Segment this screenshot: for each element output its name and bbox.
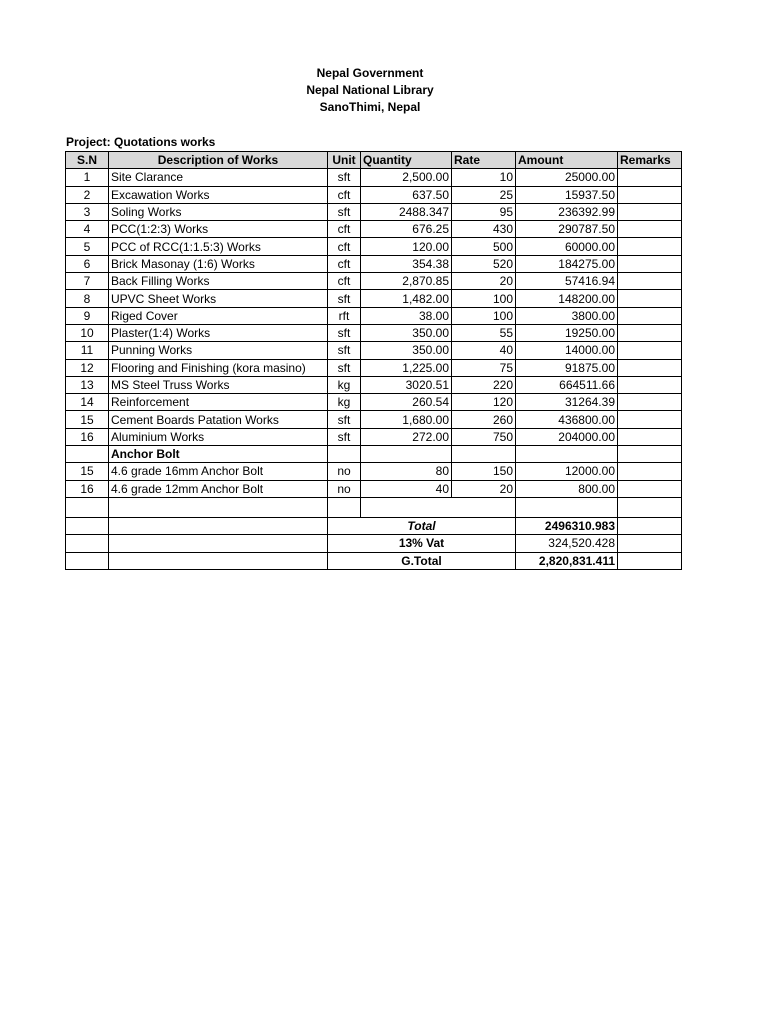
cell-sn: 16 <box>66 428 109 445</box>
cell-amount: 25000.00 <box>516 169 618 186</box>
cell-quantity: 2,870.85 <box>361 273 452 290</box>
cell-rate: 75 <box>452 359 516 376</box>
cell-quantity: 272.00 <box>361 428 452 445</box>
cell-sn: 15 <box>66 463 109 480</box>
cell-description: 4.6 grade 12mm Anchor Bolt <box>109 480 328 497</box>
project-title: Project: Quotations works <box>66 135 216 149</box>
cell-amount: 12000.00 <box>516 463 618 480</box>
column-header-quantity: Quantity <box>361 152 452 169</box>
table-row <box>66 411 682 428</box>
cell-rate: 25 <box>452 186 516 203</box>
anchor-heading-row <box>66 446 682 463</box>
cell-remarks <box>618 273 682 290</box>
cell-rate: 260 <box>452 411 516 428</box>
cell-remarks <box>618 394 682 411</box>
cell-sn: 15 <box>66 411 109 428</box>
cell-rate: 500 <box>452 238 516 255</box>
cell-description: Punning Works <box>109 342 328 359</box>
cell-rate: 20 <box>452 480 516 497</box>
cell-remarks <box>618 221 682 238</box>
cell-remarks <box>618 238 682 255</box>
cell-amount: 14000.00 <box>516 342 618 359</box>
cell-quantity: 40 <box>361 480 452 497</box>
cell-rate: 10 <box>452 169 516 186</box>
cell-remarks <box>618 411 682 428</box>
cell-unit: sft <box>328 411 361 428</box>
cell-unit: cft <box>328 238 361 255</box>
cell-sn: 11 <box>66 342 109 359</box>
cell-rate: 55 <box>452 324 516 341</box>
blank-row <box>66 497 682 517</box>
cell-unit: no <box>328 463 361 480</box>
cell-description: Cement Boards Patation Works <box>109 411 328 428</box>
cell-quantity: 354.38 <box>361 255 452 272</box>
cell-remarks <box>618 376 682 393</box>
table-row <box>66 342 682 359</box>
cell-sn: 2 <box>66 186 109 203</box>
column-header-rate: Rate <box>452 152 516 169</box>
cell-unit: no <box>328 480 361 497</box>
cell-remarks <box>618 307 682 324</box>
cell-remarks <box>618 290 682 307</box>
cell-quantity: 676.25 <box>361 221 452 238</box>
cell-unit: sft <box>328 290 361 307</box>
cell-description: UPVC Sheet Works <box>109 290 328 307</box>
cell-remarks <box>618 186 682 203</box>
cell-rate: 95 <box>452 203 516 220</box>
table-row <box>66 359 682 376</box>
cell-description: PCC(1:2:3) Works <box>109 221 328 238</box>
cell-sn: 6 <box>66 255 109 272</box>
cell-description: Excawation Works <box>109 186 328 203</box>
cell-amount: 436800.00 <box>516 411 618 428</box>
cell-rate: 520 <box>452 255 516 272</box>
cell-amount: 800.00 <box>516 480 618 497</box>
table-row <box>66 324 682 341</box>
column-header-remarks: Remarks <box>618 152 682 169</box>
header-location: SanoThimi, Nepal <box>319 100 421 114</box>
vat-label: 13% Vat <box>328 535 516 552</box>
grand-total-value: 2,820,831.411 <box>516 552 618 569</box>
column-header-unit: Unit <box>328 152 361 169</box>
cell-amount: 19250.00 <box>516 324 618 341</box>
cell-sn: 7 <box>66 273 109 290</box>
grand-total-label: G.Total <box>328 552 516 569</box>
header-library: Nepal National Library <box>306 83 434 97</box>
cell-unit: sft <box>328 169 361 186</box>
vat-row <box>66 535 682 552</box>
table-row <box>66 186 682 203</box>
cell-sn: 1 <box>66 169 109 186</box>
cell-remarks <box>618 255 682 272</box>
cell-amount: 664511.66 <box>516 376 618 393</box>
cell-rate: 750 <box>452 428 516 445</box>
cell-unit: cft <box>328 255 361 272</box>
cell-description: Reinforcement <box>109 394 328 411</box>
cell-remarks <box>618 463 682 480</box>
cell-description: Brick Masonay (1:6) Works <box>109 255 328 272</box>
cell-amount: 31264.39 <box>516 394 618 411</box>
cell-description: Plaster(1:4) Works <box>109 324 328 341</box>
cell-rate: 430 <box>452 221 516 238</box>
cell-unit: rft <box>328 307 361 324</box>
cell-amount: 57416.94 <box>516 273 618 290</box>
cell-remarks <box>618 203 682 220</box>
cell-amount: 290787.50 <box>516 221 618 238</box>
anchor-heading: Anchor Bolt <box>109 446 328 463</box>
cell-quantity: 120.00 <box>361 238 452 255</box>
cell-description: Site Clarance <box>109 169 328 186</box>
column-header-amount: Amount <box>516 152 618 169</box>
cell-description: Soling Works <box>109 203 328 220</box>
cell-rate: 120 <box>452 394 516 411</box>
cell-quantity: 1,225.00 <box>361 359 452 376</box>
cell-amount: 3800.00 <box>516 307 618 324</box>
table-row <box>66 428 682 445</box>
cell-remarks <box>618 169 682 186</box>
cell-sn: 10 <box>66 324 109 341</box>
document-header <box>0 65 740 116</box>
cell-remarks <box>618 428 682 445</box>
cell-description: Flooring and Finishing (kora masino) <box>109 359 328 376</box>
cell-quantity: 350.00 <box>361 324 452 341</box>
table-row <box>66 376 682 393</box>
cell-quantity: 260.54 <box>361 394 452 411</box>
vat-value: 324,520.428 <box>516 535 618 552</box>
column-header-description: Description of Works <box>109 152 328 169</box>
cell-rate: 150 <box>452 463 516 480</box>
table-row <box>66 394 682 411</box>
cell-unit: kg <box>328 376 361 393</box>
cell-remarks <box>618 359 682 376</box>
cell-amount: 184275.00 <box>516 255 618 272</box>
cell-sn: 14 <box>66 394 109 411</box>
cell-sn: 8 <box>66 290 109 307</box>
cell-sn: 16 <box>66 480 109 497</box>
cell-amount: 236392.99 <box>516 203 618 220</box>
cell-amount: 91875.00 <box>516 359 618 376</box>
cell-rate: 20 <box>452 273 516 290</box>
grand-total-row <box>66 552 682 569</box>
cell-quantity: 38.00 <box>361 307 452 324</box>
cell-unit: kg <box>328 394 361 411</box>
cell-unit: sft <box>328 428 361 445</box>
cell-sn: 12 <box>66 359 109 376</box>
cell-description: Back Filling Works <box>109 273 328 290</box>
cell-description: Aluminium Works <box>109 428 328 445</box>
quotation-table <box>65 151 682 570</box>
cell-remarks <box>618 480 682 497</box>
cell-description: MS Steel Truss Works <box>109 376 328 393</box>
cell-rate: 100 <box>452 307 516 324</box>
cell-sn: 13 <box>66 376 109 393</box>
cell-rate: 100 <box>452 290 516 307</box>
table-row <box>66 480 682 497</box>
total-value: 2496310.983 <box>516 517 618 534</box>
cell-unit: sft <box>328 342 361 359</box>
table-row <box>66 203 682 220</box>
cell-unit: cft <box>328 221 361 238</box>
cell-description: Riged Cover <box>109 307 328 324</box>
table-row <box>66 238 682 255</box>
column-header-sn: S.N <box>66 152 109 169</box>
cell-rate: 220 <box>452 376 516 393</box>
cell-quantity: 1,482.00 <box>361 290 452 307</box>
cell-sn: 4 <box>66 221 109 238</box>
cell-remarks <box>618 342 682 359</box>
cell-amount: 204000.00 <box>516 428 618 445</box>
total-row <box>66 517 682 534</box>
cell-amount: 60000.00 <box>516 238 618 255</box>
header-government: Nepal Government <box>316 66 424 80</box>
total-label: Total <box>328 517 516 534</box>
table-row <box>66 273 682 290</box>
cell-sn: 5 <box>66 238 109 255</box>
cell-remarks <box>618 324 682 341</box>
cell-quantity: 2488.347 <box>361 203 452 220</box>
cell-unit: cft <box>328 273 361 290</box>
table-row <box>66 221 682 238</box>
table-row <box>66 290 682 307</box>
cell-quantity: 1,680.00 <box>361 411 452 428</box>
cell-amount: 15937.50 <box>516 186 618 203</box>
table-row <box>66 169 682 186</box>
cell-unit: cft <box>328 186 361 203</box>
cell-rate: 40 <box>452 342 516 359</box>
cell-unit: sft <box>328 203 361 220</box>
cell-quantity: 350.00 <box>361 342 452 359</box>
cell-unit: sft <box>328 324 361 341</box>
cell-quantity: 80 <box>361 463 452 480</box>
cell-description: PCC of RCC(1:1.5:3) Works <box>109 238 328 255</box>
cell-sn: 9 <box>66 307 109 324</box>
table-row <box>66 255 682 272</box>
cell-unit: sft <box>328 359 361 376</box>
cell-sn: 3 <box>66 203 109 220</box>
cell-quantity: 2,500.00 <box>361 169 452 186</box>
cell-amount: 148200.00 <box>516 290 618 307</box>
table-row <box>66 463 682 480</box>
table-row <box>66 307 682 324</box>
cell-description: 4.6 grade 16mm Anchor Bolt <box>109 463 328 480</box>
table-header-row <box>66 152 682 169</box>
cell-quantity: 3020.51 <box>361 376 452 393</box>
cell-quantity: 637.50 <box>361 186 452 203</box>
